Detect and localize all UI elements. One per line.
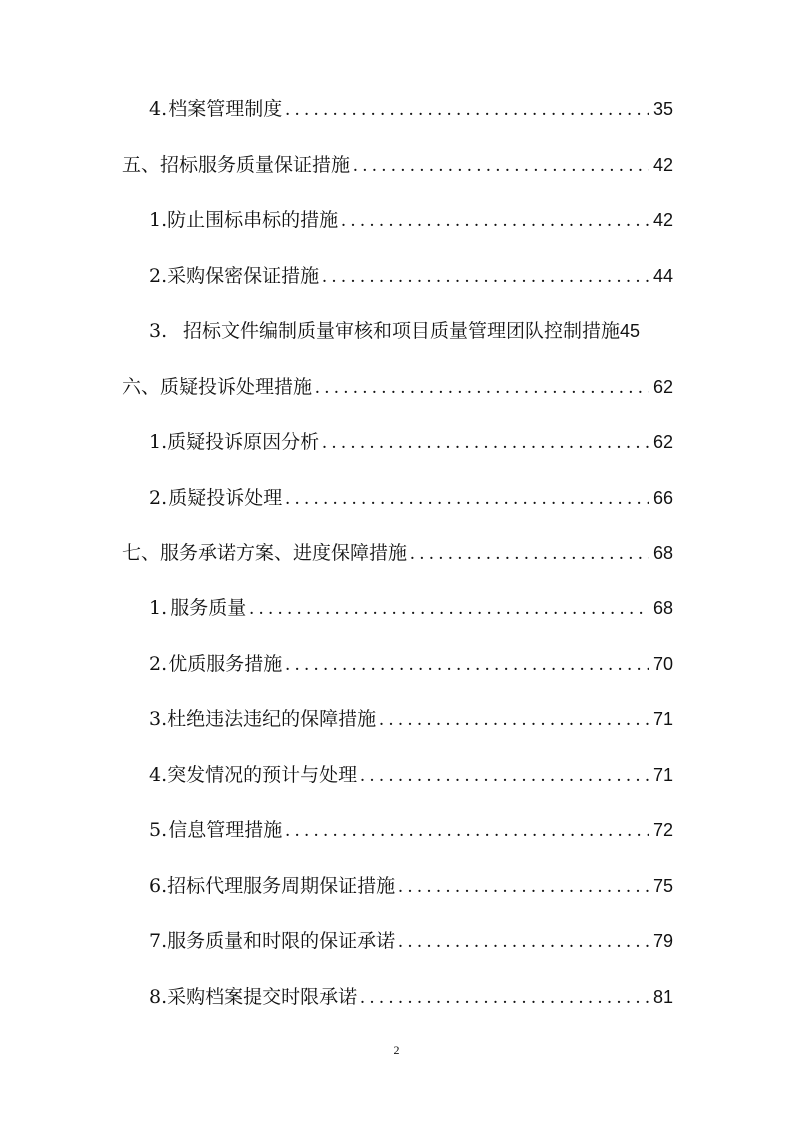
dot-leader xyxy=(285,817,649,845)
dot-leader xyxy=(322,263,649,291)
toc-entry-number: 2. xyxy=(149,487,168,509)
toc-entry-title: 采购档案提交时限承诺 xyxy=(167,986,358,1008)
toc-entry-title: 档案管理制度 xyxy=(168,98,283,120)
toc-entry-title: 质疑投诉原因分析 xyxy=(167,431,320,453)
toc-entry-page: 42 xyxy=(652,155,673,175)
toc-entry-number: 7. xyxy=(149,930,168,952)
dot-leader xyxy=(398,873,649,901)
toc-entry-number: 六、 xyxy=(122,376,161,398)
toc-entry[interactable] xyxy=(149,594,673,622)
toc-entry-page: 44 xyxy=(652,266,673,286)
toc-entry[interactable] xyxy=(149,206,673,234)
toc-entry[interactable] xyxy=(122,373,673,401)
toc-entry[interactable] xyxy=(149,872,673,900)
toc-entry-page: 71 xyxy=(652,765,673,785)
toc-entry[interactable] xyxy=(149,317,694,345)
toc-entry[interactable] xyxy=(149,262,673,290)
dot-leader xyxy=(360,762,649,790)
toc-entry[interactable] xyxy=(149,983,673,1011)
toc-entry-title: 服务承诺方案、进度保障措施 xyxy=(160,542,408,564)
toc-entry-number: 5. xyxy=(149,819,168,841)
toc-entry-number: 8. xyxy=(149,986,168,1008)
toc-entry-page: 62 xyxy=(652,432,673,452)
toc-entry-title: 杜绝违法违纪的保障措施 xyxy=(167,708,377,730)
toc-entry-title: 招标服务质量保证措施 xyxy=(160,154,351,176)
dot-leader xyxy=(341,207,649,235)
toc-entry-number: 五、 xyxy=(122,154,161,176)
toc-entry-title: 招标文件编制质量审核和项目质量管理团队控制措施 xyxy=(183,320,621,342)
toc-entry-title: 采购保密保证措施 xyxy=(167,265,320,287)
dot-leader xyxy=(410,540,649,568)
toc-entry-number: 2. xyxy=(149,653,168,675)
toc-entry[interactable] xyxy=(149,761,673,789)
dot-leader xyxy=(353,152,649,180)
toc-entry-page: 81 xyxy=(652,987,673,1007)
toc-entry-page: 72 xyxy=(652,820,673,840)
toc-entry-title: 防止围标串标的措施 xyxy=(167,209,339,231)
toc-entry-number: 2. xyxy=(149,265,168,287)
toc-entry-page: 62 xyxy=(652,377,673,397)
dot-leader xyxy=(249,595,649,623)
toc-entry-page: 75 xyxy=(652,876,673,896)
toc-entry-title: 优质服务措施 xyxy=(168,653,283,675)
toc-entry-page: 68 xyxy=(652,598,673,618)
dot-leader xyxy=(285,651,649,679)
toc-entry-number: 1. xyxy=(149,209,168,231)
toc-entry-title: 信息管理措施 xyxy=(168,819,283,841)
dot-leader xyxy=(315,374,649,402)
toc-entry[interactable] xyxy=(122,151,673,179)
toc-entry-title: 突发情况的预计与处理 xyxy=(167,764,358,786)
toc-entry[interactable] xyxy=(149,650,673,678)
toc-entry[interactable] xyxy=(122,539,673,567)
toc-entry-title: 质疑投诉处理 xyxy=(168,487,283,509)
toc-entry-title: 招标代理服务周期保证措施 xyxy=(167,875,396,897)
toc-entry-number: 4. xyxy=(149,764,168,786)
toc-entry[interactable] xyxy=(149,95,673,123)
toc-entry-page: 42 xyxy=(652,210,673,230)
toc-entry-page: 79 xyxy=(652,931,673,951)
dot-leader xyxy=(322,429,649,457)
toc-entry-page: 71 xyxy=(652,709,673,729)
dot-leader xyxy=(398,928,649,956)
dot-leader xyxy=(285,485,649,513)
toc-entry-page: 68 xyxy=(652,543,673,563)
toc-entry-page: 45 xyxy=(620,321,641,341)
toc-entry-page: 35 xyxy=(652,99,673,119)
toc-entry[interactable] xyxy=(149,484,673,512)
toc-entry-page: 70 xyxy=(652,654,673,674)
dot-leader xyxy=(379,706,649,734)
toc-entry-number: 七、 xyxy=(122,542,161,564)
toc-entry[interactable] xyxy=(149,816,673,844)
dot-leader xyxy=(285,96,649,124)
toc-entry-number: 4. xyxy=(149,98,168,120)
toc-entry-number: 1. xyxy=(149,431,168,453)
page-footer-number: 2 xyxy=(393,1043,400,1057)
toc-entry-title: 服务质量和时限的保证承诺 xyxy=(167,930,396,952)
dot-leader xyxy=(360,984,649,1012)
toc-entry[interactable] xyxy=(149,428,673,456)
toc-entry-title: 服务质量 xyxy=(170,597,247,619)
toc-entry-number: 1. xyxy=(149,597,168,619)
toc-entry-page: 66 xyxy=(652,488,673,508)
toc-entry[interactable] xyxy=(149,705,673,733)
toc-entry[interactable] xyxy=(149,927,673,955)
toc-entry-number: 3. xyxy=(149,708,168,730)
toc-entry-title: 质疑投诉处理措施 xyxy=(160,376,313,398)
toc-entry-number: 6. xyxy=(149,875,168,897)
toc-entry-number: 3. xyxy=(149,320,168,342)
